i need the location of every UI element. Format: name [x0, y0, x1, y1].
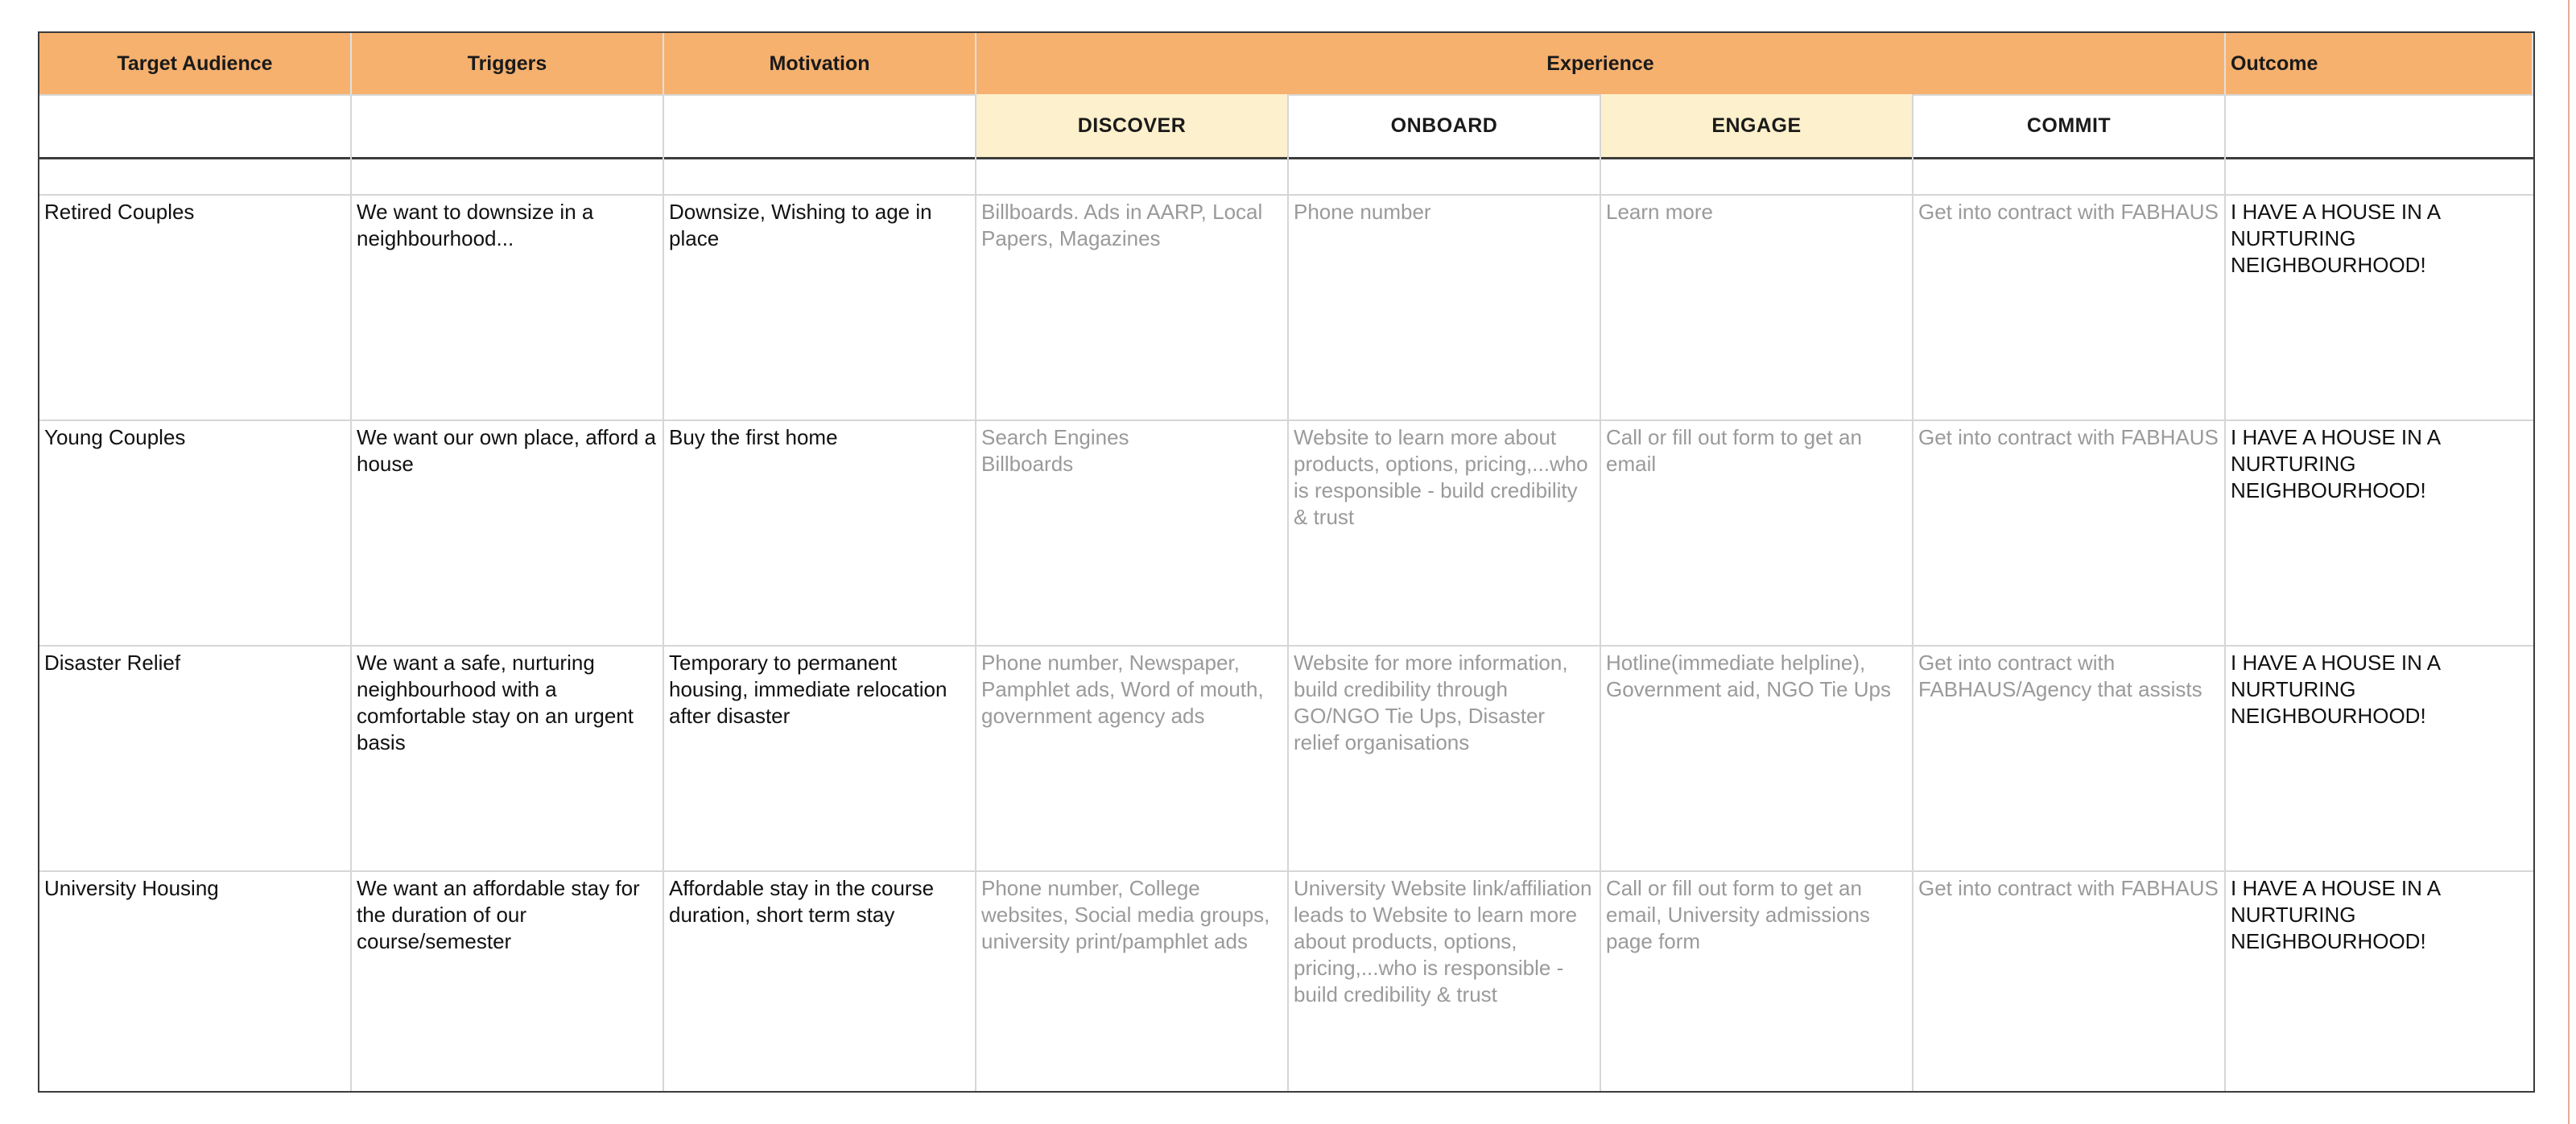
- cell-outcome: I HAVE A HOUSE IN A NURTURING NEIGHBOURHOOD!: [2231, 200, 2440, 277]
- cell-onboard: Website to learn more about products, options, pricing,...who is responsible - build credibility & trust: [1289, 419, 1601, 645]
- cell-engage: Call or fill out form to get an email, University admissions page form: [1601, 870, 1913, 1091]
- cell-discover: Phone number, Newspaper, Pamphlet ads, Word of mouth, government agency ads: [976, 645, 1289, 870]
- cell-commit: Get into contract with FABHAUS/Agency that assists: [1913, 645, 2226, 870]
- cell-motivation: Temporary to permanent housing, immediate relocation after disaster: [664, 645, 976, 870]
- page-edge-line: [2568, 0, 2570, 1124]
- phase-engage: ENGAGE: [1601, 94, 1913, 157]
- cell-motivation: Buy the first home: [664, 419, 976, 645]
- cell-trigger: We want to downsize in a neighbourhood...: [352, 194, 664, 419]
- cell-engage: Call or fill out form to get an email: [1601, 419, 1913, 645]
- cell-engage: Hotline(immediate helpline), Government aid, NGO Tie Ups: [1601, 645, 1913, 870]
- cell-motivation: Affordable stay in the course duration, short term stay: [664, 870, 976, 1091]
- table-row: [39, 419, 2533, 647]
- header-row: [39, 33, 2533, 96]
- cell-audience: University Housing: [39, 870, 352, 1091]
- cell-discover: Search Engines Billboards: [976, 419, 1289, 645]
- cell-discover: Billboards. Ads in AARP, Local Papers, Magazines: [976, 194, 1289, 419]
- table-row: [39, 194, 2533, 421]
- spacer-cell: [1601, 157, 1913, 194]
- cell-motivation: Downsize, Wishing to age in place: [664, 194, 976, 419]
- phase-blank-outcome: [2226, 94, 2533, 157]
- cell-audience: Retired Couples: [39, 194, 352, 419]
- header-experience: Experience: [976, 33, 2226, 94]
- cell-onboard: Website for more information, build credibility through GO/NGO Tie Ups, Disaster relief organisations: [1289, 645, 1601, 870]
- cell-onboard: Phone number: [1289, 194, 1601, 419]
- cell-engage: Learn more: [1601, 194, 1913, 419]
- phase-blank-triggers: [352, 94, 664, 157]
- cell-audience: Young Couples: [39, 419, 352, 645]
- phase-blank-motivation: [664, 94, 976, 157]
- cell-trigger: We want a safe, nurturing neighbourhood with a comfortable stay on an urgent basis: [352, 645, 664, 870]
- table-row: [39, 870, 2533, 1091]
- spacer-cell: [1913, 157, 2226, 194]
- cell-commit: Get into contract with FABHAUS: [1913, 870, 2226, 1091]
- customer-journey-table: [38, 31, 2535, 1093]
- phase-row: [39, 94, 2533, 159]
- spacer-row: [39, 157, 2533, 196]
- phase-onboard: ONBOARD: [1289, 94, 1601, 157]
- cell-trigger: We want an affordable stay for the duration of our course/semester: [352, 870, 664, 1091]
- phase-discover: DISCOVER: [976, 94, 1289, 157]
- cell-outcome: I HAVE A HOUSE IN A NURTURING NEIGHBOURHOOD!: [2231, 425, 2440, 502]
- spacer-cell: [1289, 157, 1601, 194]
- cell-outcome: I HAVE A HOUSE IN A NURTURING NEIGHBOURHOOD!: [2231, 876, 2440, 953]
- cell-audience: Disaster Relief: [39, 645, 352, 870]
- header-outcome: Outcome: [2226, 33, 2533, 94]
- spacer-cell: [39, 157, 352, 194]
- cell-commit: Get into contract with FABHAUS: [1913, 194, 2226, 419]
- header-target-audience: Target Audience: [39, 33, 352, 94]
- cell-commit: Get into contract with FABHAUS: [1913, 419, 2226, 645]
- table-row: [39, 645, 2533, 872]
- cell-trigger: We want our own place, afford a house: [352, 419, 664, 645]
- spacer-cell: [664, 157, 976, 194]
- cell-discover: Phone number, College websites, Social media groups, university print/pamphlet ads: [976, 870, 1289, 1091]
- spacer-cell: [976, 157, 1289, 194]
- cell-outcome: I HAVE A HOUSE IN A NURTURING NEIGHBOURHOOD!: [2231, 651, 2440, 728]
- header-motivation: Motivation: [664, 33, 976, 94]
- phase-blank-audience: [39, 94, 352, 157]
- phase-commit: COMMIT: [1913, 94, 2226, 157]
- header-triggers: Triggers: [352, 33, 664, 94]
- cell-onboard: University Website link/affiliation leads to Website to learn more about products, options, pricing,...who is responsible - build credibility & trust: [1289, 870, 1601, 1091]
- spacer-cell: [352, 157, 664, 194]
- spacer-cell: [2226, 157, 2533, 194]
